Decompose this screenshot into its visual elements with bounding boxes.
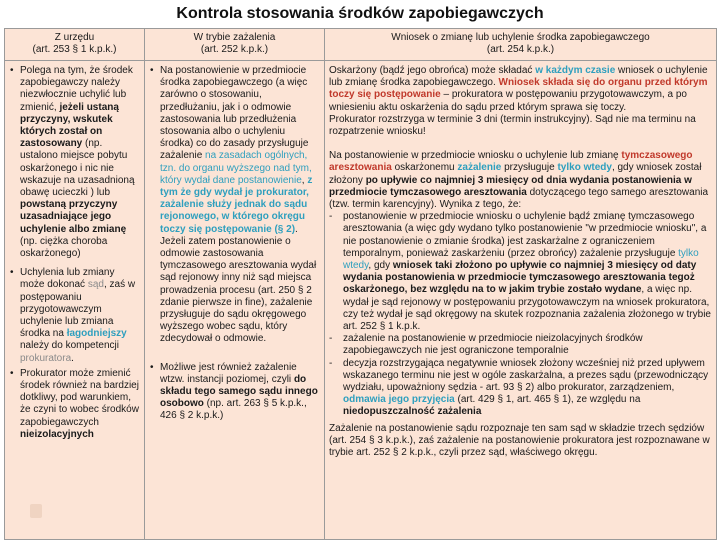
- text-run: łagodniejszy: [66, 328, 127, 340]
- dash-marker: -: [329, 333, 333, 345]
- text-run: powstaną przyczyny uzasadniające jego uchylenie albo zmianę: [20, 199, 127, 235]
- text-run: (np. ciężka choroba oskarżonego): [20, 235, 108, 260]
- text-run: oskarżonemu: [391, 162, 458, 174]
- text-run: należy do kompetencji: [20, 340, 119, 352]
- text-run: Polega na tym, że środek zapobiegawczy należy niezwłocznie uchylić lub zmienić,: [20, 65, 133, 113]
- text-run: – prokuratora w postępowaniu przygotowawczym, a po wniesieniu aktu oskarżenia do sądu przed którym sprawa się toczy.: [329, 89, 687, 113]
- text-run: .: [71, 352, 74, 364]
- text-run: z tym że gdy wydał je prokurator, zażalenie służy jednak do sądu rejonowego, w którego okręgu toczy się postępowanie (§ 2): [160, 174, 313, 235]
- text-run: decyzja rozstrzygająca negatywnie wniosek złożony wcześniej niż przed upływem wskazanego terminu nie jest w ogóle zaskarżalna, a prezes sądu (przewodniczący wydziału, upoważniony sędzia - art. 93 § 2) albo prokurator, zarządzeniem,: [343, 357, 709, 394]
- text-run: (np. art. 263 § 5 k.p.k., 426 § 2 k.p.k.): [160, 398, 307, 422]
- text-run: , gdy wniosek został złożony: [329, 162, 702, 186]
- text-run: Możliwe jest również zażalenie wtzw. instancji poziomej, czyli: [160, 361, 297, 385]
- text-run: po upływie co najmniej 3 miesięcy od dnia wydania postanowienia w przedmiocie tymczasowego aresztowania: [329, 174, 692, 198]
- dash-item: [329, 358, 712, 419]
- text-run: sąd: [87, 279, 104, 291]
- header-row: [5, 29, 717, 61]
- text-run: na zasadach ogólnych, tzn. do organu wyższego nad tym, który wydał dane postanowienie: [160, 150, 312, 186]
- text-run: przysługuje: [501, 162, 558, 174]
- text-run: prokuratora: [20, 352, 72, 364]
- text-run: zażalenie na postanowienie w przedmiocie nieizolacyjnych środków zapobiegawczych nie jest ograniczone temporalnie: [343, 333, 643, 357]
- text-run: jeżeli ustaną przyczyny, wskutek których został on zastosowany: [20, 101, 119, 150]
- dash-marker: -: [329, 211, 333, 223]
- paragraph: [329, 150, 712, 211]
- text-run: (art. 429 § 1, art. 465 § 1), ze względu na: [454, 394, 641, 406]
- paragraph: [329, 65, 712, 138]
- text-run: (np. ustalono miejsce pobytu oskarżonego i nic nie wskazuje na uzasadnioną obawę ucieczki ) lub: [20, 138, 135, 199]
- dash-item: [329, 333, 712, 357]
- cell-w-trybie-zazalenia: [145, 61, 325, 540]
- paragraph: [329, 150, 712, 459]
- paragraph: [329, 423, 712, 460]
- list-item: [9, 368, 140, 441]
- text-run: w każdym czasie: [535, 65, 616, 76]
- cell-z-urzedu: [5, 61, 145, 540]
- text-run: niedopuszczalność zażalenia: [343, 406, 482, 418]
- page-marker: [30, 504, 42, 518]
- text-run: tylko wtedy: [557, 162, 612, 174]
- text-run: , gdy: [368, 260, 393, 272]
- header-wniosek: Wniosek o zmianę lub uchylenie środka zapobiegawczego (art. 254 k.p.k.): [325, 29, 717, 61]
- list-item: [149, 65, 320, 346]
- text-run: Na postanowienie w przedmiocie wniosku o uchylenie lub zmianę: [329, 150, 622, 162]
- text-run: odmawia jego przyjęcia: [343, 394, 455, 406]
- list-item: [9, 65, 140, 260]
- text-run: , zaś w postępowaniu przygotowawczym uchylenie lub zmiana środka na: [20, 279, 136, 340]
- text-run: zażalenie: [457, 162, 502, 174]
- text-run: wniosek taki złożono po upływie co najmniej 3 miesięcy od daty wydania postanowienia w przedmiocie tymczasowego aresztowania tegoż oskarżonego, bez względu na to w jakim trybie zostało wydane: [343, 260, 697, 296]
- page-title: Kontrola stosowania środków zapobiegawczych: [176, 5, 544, 22]
- text-run: Zażalenie na postanowienie sądu rozpoznaje ten sam sąd w składzie trzech sędziów (art. 254 § 3 k.p.k.), zaś zażalenie na postanowienie prokuratora jest rozpoznawane w trybie art. 252 § 2 k.p.k., czyli przez sąd, właściwego okręgu.: [329, 422, 710, 459]
- text-run: do składu tego samego sądu innego osobowo: [160, 373, 318, 410]
- dash-marker: -: [329, 357, 333, 369]
- header-z-urzedu: Z urzędu (art. 253 § 1 k.p.k.): [5, 29, 145, 61]
- text-run: dotyczącego tego samego aresztowania (tzw. termin karencyjny). Wynika z tego, że:: [329, 186, 709, 211]
- list-item: [149, 362, 320, 423]
- text-run: Wniosek składa się do organu przed którym toczy się postępowanie: [329, 77, 708, 101]
- header-w-trybie-zazalenia: W trybie zażalenia (art. 252 k.p.k.): [145, 29, 325, 61]
- text-run: tylko wtedy: [343, 247, 699, 272]
- text-run: Prokurator rozstrzyga w terminie 3 dni (termin instrukcyjny). Sąd nie ma terminu na rozpatrzenie wniosku!: [329, 113, 696, 138]
- text-run: wniosek o uchylenie lub zmianę środka zapobiegawczego.: [329, 65, 708, 89]
- text-run: Prokurator może zmienić środek również na bardziej dotkliwy, pod warunkiem, że czyni to wobec środków zapobiegawczych: [20, 367, 139, 428]
- text-run: , a więc np. wydał je sąd rejonowy w postępowaniu przygotowawczym na wniosek prokuratora, czy też wydał je sąd okręgowy na skutek rozpoznania zażalenia złożonego w trybie art. 252 § 1 k.p.k.: [343, 284, 711, 333]
- comparison-table: [4, 28, 717, 540]
- text-run: tymczasowego aresztowania: [329, 150, 693, 174]
- content-row: [5, 61, 717, 540]
- text-run: Na postanowienie w przedmiocie środka zapobiegawczego (a więc zarówno o stosowaniu, przedłużaniu, jak i o odmowie zastosowania lub przedłużenia stosowania albo o uchyleniu środka) co do zasady przysługuje zażalenie: [160, 65, 309, 162]
- text-run: ,: [301, 174, 308, 186]
- dash-item: [329, 211, 712, 333]
- text-run: postanowienie w przedmiocie wniosku o uchylenie bądź zmianę tymczasowego aresztowania (a więc gdy wydano tylko postanowienie "w przedmiocie wniosku", a nie postanowienie o zmianie środka) jest zaskarżalne z ograniczeniem temporalnym, ponieważ zaskarżeniu (przez obrońcy) zażalenie przysługuje: [343, 211, 707, 259]
- text-run: Oskarżony (bądź jego obrońca) może składać: [329, 65, 536, 76]
- text-run: Uchylenia lub zmiany może dokonać: [20, 267, 115, 291]
- text-run: . Jeżeli zatem postanowienie o odmowie zastosowania tymczasowego aresztowania wydał sąd rejonowy inny niż sąd miejsca prowadzenia procesu (art. 250 § 2 zdanie pierwsze in fine), zażalenie przysługuje do sądu okręgowego wyższego wobec sądu, który zdecydował o odmowie.: [160, 223, 317, 345]
- cell-wniosek: [325, 61, 717, 540]
- list-item: [9, 267, 140, 365]
- text-run: nieizolacyjnych: [20, 428, 94, 440]
